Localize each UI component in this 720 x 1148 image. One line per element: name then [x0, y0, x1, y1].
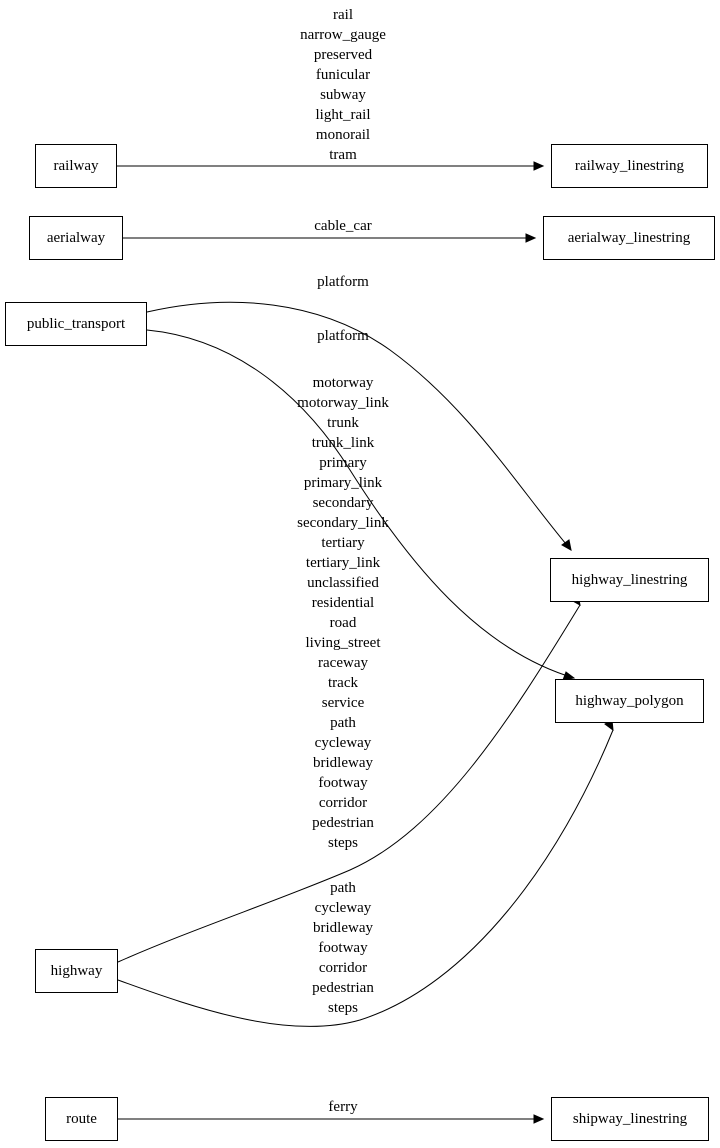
- edge-label-line: raceway: [318, 655, 368, 671]
- edge-label-line: corridor: [318, 960, 368, 976]
- arrowhead-icon: [534, 162, 543, 170]
- node-highway_polygon[interactable]: [555, 679, 704, 723]
- node-aerialway_linestring[interactable]: [543, 216, 715, 260]
- edge-label-line: rail: [333, 7, 353, 23]
- arrowhead-icon: [534, 1115, 543, 1123]
- edge-label-line: secondary_link: [297, 515, 389, 531]
- arrowhead-icon: [562, 540, 571, 550]
- node-label: public_transport: [26, 315, 126, 332]
- edge-label-line: path: [330, 880, 356, 896]
- edge-label-aerialway-to-aerialway_linestring: [223, 216, 463, 236]
- arrowhead-icon: [526, 234, 535, 242]
- edge-label-line: unclassified: [307, 575, 379, 591]
- edge-label-route-to-shipway_linestring: [223, 1097, 463, 1117]
- edge-label-line: tram: [329, 147, 357, 163]
- edge-label-line: bridleway: [313, 920, 373, 936]
- edge-label-line: residential: [311, 595, 375, 611]
- edge-label-line: bridleway: [313, 755, 373, 771]
- node-label: highway_polygon: [575, 692, 684, 709]
- edge-label-public_transport-to-highway_polygon: [223, 326, 463, 346]
- node-public_transport[interactable]: [5, 302, 147, 346]
- edge-label-line: living_street: [305, 635, 381, 651]
- edge-label-highway-to-highway_linestring: [223, 373, 463, 853]
- edge-label-line: monorail: [315, 127, 371, 143]
- node-route[interactable]: [45, 1097, 118, 1141]
- node-highway[interactable]: [35, 949, 118, 993]
- node-label: route: [66, 1110, 97, 1127]
- edge-label-line: platform: [317, 328, 369, 344]
- edge-label-line: trunk: [327, 415, 359, 431]
- node-label: highway: [50, 962, 103, 979]
- edge-label-line: track: [328, 675, 358, 691]
- edge-label-line: narrow_gauge: [300, 27, 386, 43]
- edge-label-line: subway: [320, 87, 366, 103]
- edge-label-line: secondary: [312, 495, 374, 511]
- node-shipway_linestring[interactable]: [551, 1097, 709, 1141]
- edge-label-line: ferry: [328, 1099, 358, 1115]
- node-label: railway_linestring: [574, 157, 685, 174]
- edge-label-line: light_rail: [315, 107, 371, 123]
- node-label: aerialway_linestring: [567, 229, 691, 246]
- edge-label-line: road: [329, 615, 357, 631]
- edge-label-line: primary: [319, 455, 367, 471]
- edge-label-line: steps: [328, 835, 358, 851]
- node-railway_linestring[interactable]: [551, 144, 708, 188]
- edge-label-line: funicular: [315, 67, 371, 83]
- node-highway_linestring[interactable]: [550, 558, 709, 602]
- edge-label-line: tertiary_link: [305, 555, 381, 571]
- edge-label-line: motorway: [312, 375, 374, 391]
- edge-label-line: trunk_link: [311, 435, 375, 451]
- edge-label-line: footway: [318, 775, 368, 791]
- edge-label-railway-to-railway_linestring: [223, 5, 463, 165]
- edge-label-line: path: [330, 715, 356, 731]
- edge-label-line: corridor: [318, 795, 368, 811]
- edge-label-line: service: [321, 695, 365, 711]
- edge-label-line: platform: [317, 274, 369, 290]
- edge-label-line: cycleway: [314, 735, 372, 751]
- node-label: aerialway: [46, 229, 106, 246]
- node-railway[interactable]: [35, 144, 117, 188]
- edge-label-line: cable_car: [314, 218, 372, 234]
- edge-label-line: preserved: [313, 47, 373, 63]
- edge-label-public_transport-to-highway_linestring: [223, 272, 463, 292]
- edge-label-line: primary_link: [303, 475, 383, 491]
- edge-label-highway-to-highway_polygon: [223, 878, 463, 1018]
- edge-label-line: tertiary: [321, 535, 365, 551]
- node-label: shipway_linestring: [572, 1110, 688, 1127]
- edge-label-line: footway: [318, 940, 368, 956]
- edge-label-line: motorway_link: [297, 395, 389, 411]
- edge-label-line: steps: [328, 1000, 358, 1016]
- node-label: highway_linestring: [571, 571, 688, 588]
- edge-label-line: pedestrian: [312, 815, 374, 831]
- node-aerialway[interactable]: [29, 216, 123, 260]
- node-label: railway: [53, 157, 99, 174]
- edge-label-line: pedestrian: [312, 980, 374, 996]
- edge-label-line: cycleway: [314, 900, 372, 916]
